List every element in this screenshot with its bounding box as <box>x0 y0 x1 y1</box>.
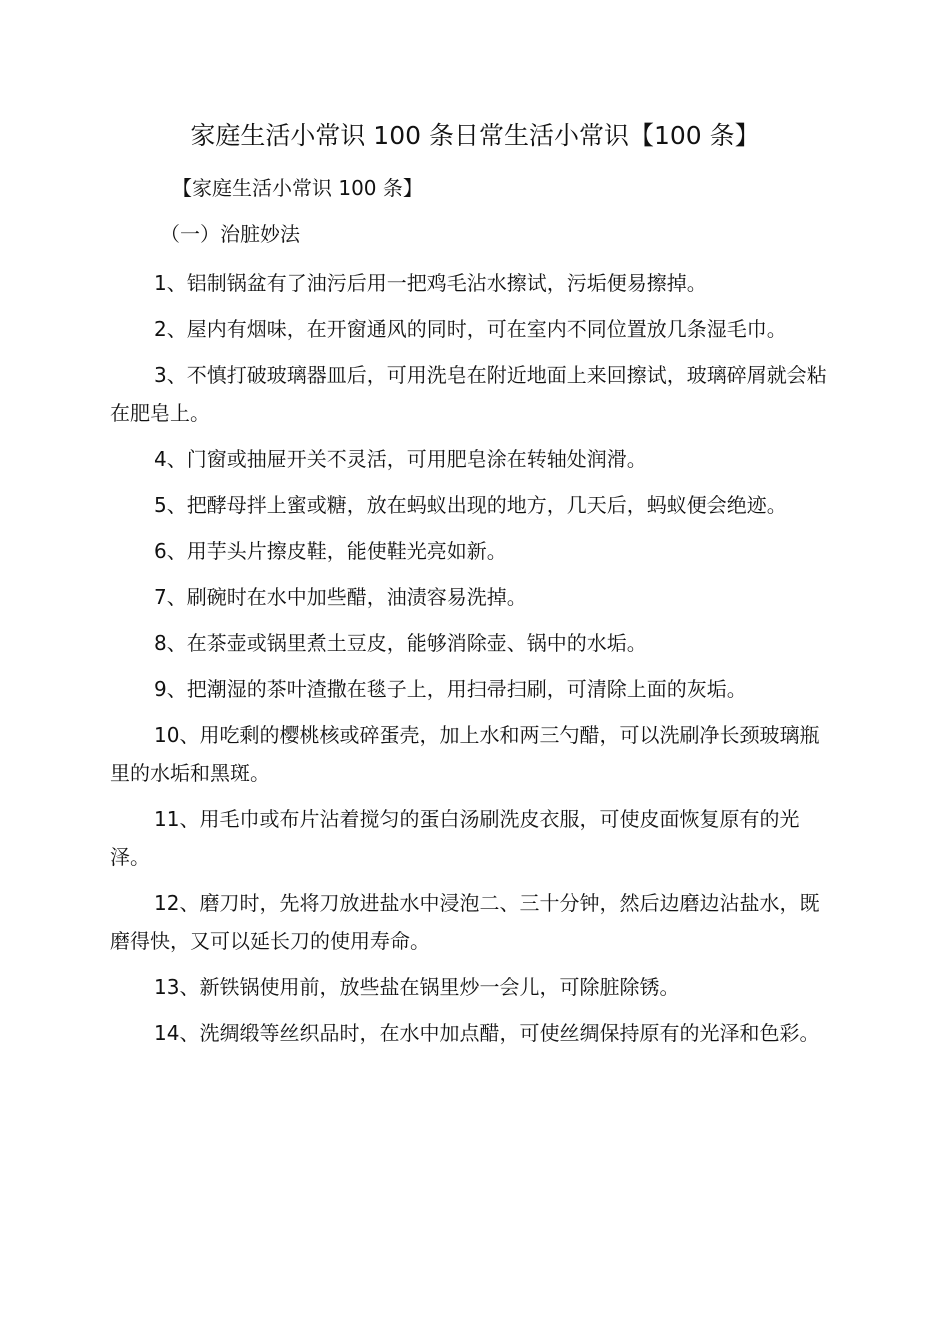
tip-item: 12、磨刀时，先将刀放进盐水中浸泡二、三十分钟，然后边磨边沾盐水，既磨得快，又可以延长刀的使用寿命。 <box>110 891 820 953</box>
tip-item: 11、用毛巾或布片沾着搅匀的蛋白汤刷洗皮衣服，可使皮面恢复原有的光泽。 <box>110 807 800 869</box>
section-heading: （一）治脏妙法 <box>160 222 300 246</box>
tip-item: 9、把潮湿的茶叶渣撒在毯子上，用扫帚扫刷，可清除上面的灰垢。 <box>154 677 747 701</box>
tip-item: 8、在茶壶或锅里煮土豆皮，能够消除壶、锅中的水垢。 <box>154 631 647 655</box>
tip-item: 3、不慎打破玻璃器皿后，可用洗皂在附近地面上来回擦试，玻璃碎屑就会粘在肥皂上。 <box>110 363 827 425</box>
tip-item: 13、新铁锅使用前，放些盐在锅里炒一会儿，可除脏除锈。 <box>154 975 680 999</box>
tip-item: 4、门窗或抽屉开关不灵活，可用肥皂涂在转轴处润滑。 <box>154 447 647 471</box>
tips-list <box>110 264 838 1060</box>
tip-item: 14、洗绸缎等丝织品时，在水中加点醋，可使丝绸保持原有的光泽和色彩。 <box>154 1021 820 1045</box>
document-subtitle: 【家庭生活小常识 100 条】 <box>172 176 423 200</box>
tip-item: 10、用吃剩的樱桃核或碎蛋壳，加上水和两三勺醋，可以洗刷净长颈玻璃瓶里的水垢和黑斑。 <box>110 723 820 785</box>
tip-item: 1、铝制锅盆有了油污后用一把鸡毛沾水擦试，污垢便易擦掉。 <box>154 271 707 295</box>
tip-item: 2、屋内有烟味，在开窗通风的同时，可在室内不同位置放几条湿毛巾。 <box>154 317 787 341</box>
tip-item: 6、用芋头片擦皮鞋，能使鞋光亮如新。 <box>154 539 507 563</box>
document-title: 家庭生活小常识 100 条日常生活小常识【100 条】 <box>190 121 760 150</box>
tip-item: 7、刷碗时在水中加些醋，油渍容易洗掉。 <box>154 585 527 609</box>
tip-item: 5、把酵母拌上蜜或糖，放在蚂蚁出现的地方，几天后，蚂蚁便会绝迹。 <box>154 493 787 517</box>
